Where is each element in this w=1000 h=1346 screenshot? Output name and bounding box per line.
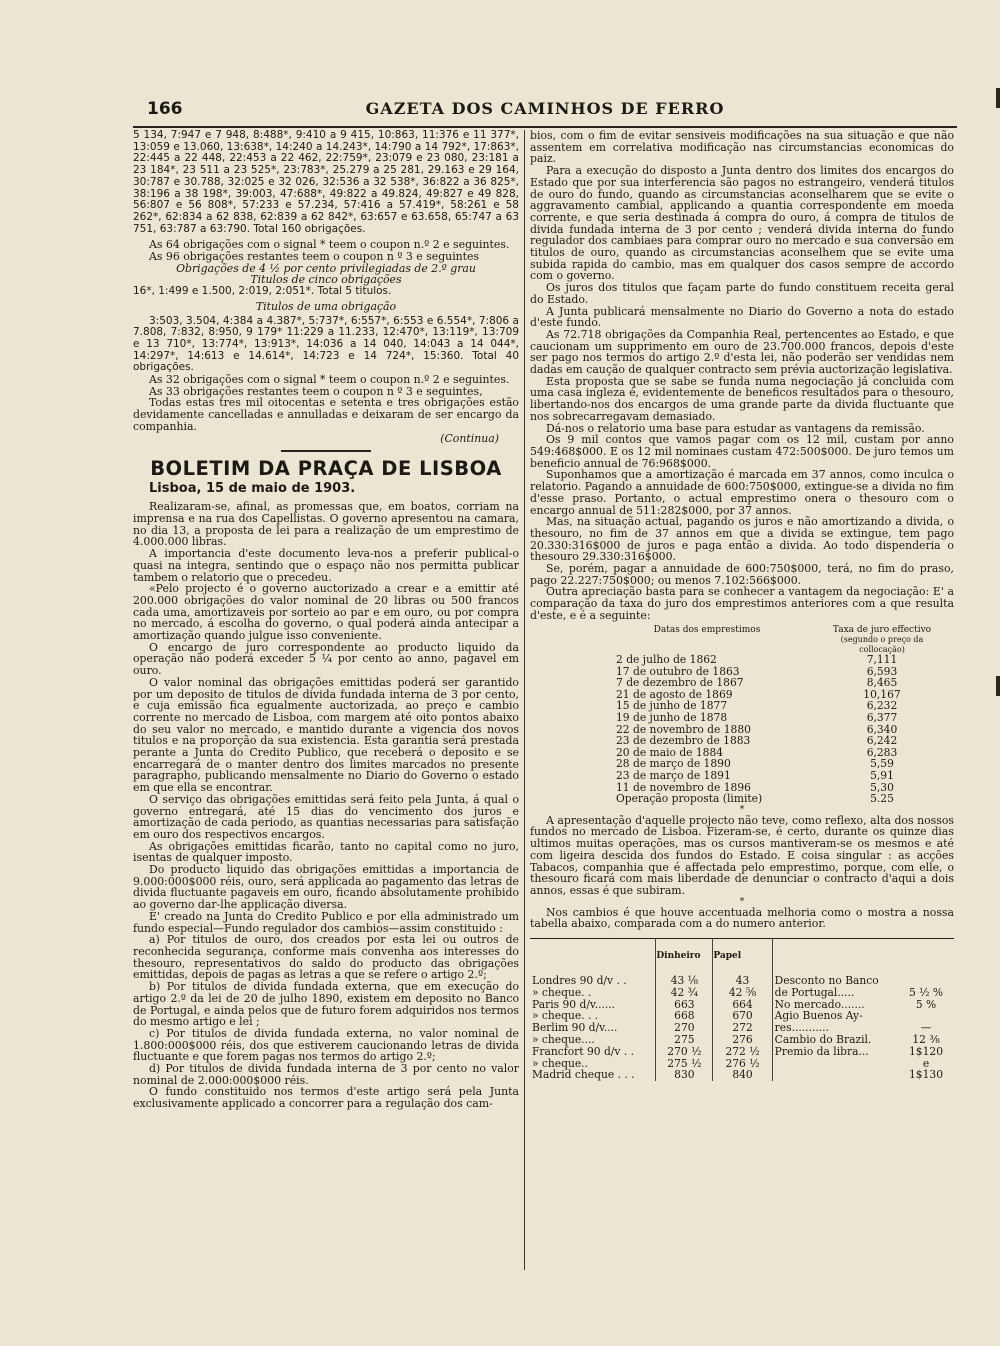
boletim-date: Lisboa, 15 de maio de 1903. [149, 481, 356, 497]
left-column [133, 130, 519, 1110]
subsection-heading: Titulos de uma obrigação [255, 299, 397, 313]
paragraph: Realizaram-se, afinal, as promessas que, em boatos, corriam na imprensa e na rua dos Capellistas. O governo apresentou na camara, no dia 13, a proposta de lei para a realização de um emprestimo de 4.000.000 libras. [133, 500, 519, 549]
other-label: No mercado....... [772, 999, 898, 1011]
rate-value: 6,232 [866, 699, 898, 713]
column-header-title: Taxa de juro effectivo [832, 624, 932, 635]
table-row [530, 1046, 954, 1058]
exchange-dinheiro: 270 ½ [656, 1046, 713, 1058]
paragraph: O fundo constituido nos termos d'este artigo será pela Junta exclusivamente applicado a concorrer para a regulação dos cam- [133, 1085, 519, 1111]
rate-value: 5,91 [870, 768, 894, 782]
asterisk-separator: * [739, 804, 745, 815]
exchange-place: Madrid cheque . . . [532, 1068, 635, 1082]
other-label: res........... [772, 1022, 898, 1034]
exchange-papel: 42 ⅝ [713, 987, 772, 999]
other-label: Agio Buenos Ay- [772, 1010, 898, 1022]
rate-date: Operação proposta (limite) [616, 792, 763, 806]
paragraph: Do producto liquido das obrigações emittidas a importancia de 9.000:000$000 réis, ouro, será applicada ao pagamento das letras de divida fluctuante pagaveis em ouro, ficando absolutamente prohibido ao governo dar-lhe applicação diversa. [133, 863, 519, 912]
table-header [530, 939, 954, 976]
exchange-papel: 43 [713, 975, 772, 987]
obligation-numbers: 16*, 1:499 e 1.500, 2:019, 2:051*. Total 5 titulos. [133, 285, 392, 298]
table-row [592, 654, 942, 666]
paragraph: A apresentação d'aquelle projecto não teve, como reflexo, alta dos nossos fundos no mercado de Lisboa. Fizeram-se, é certo, durante os quinze dias ultimos muitas operações, mas os cursos mantiveram-se os mesmos e até com ligeira descida dos fundos do Estado. E coisa singular : as acções Tabacos, companhia que é affectada pelo emprestimo, porque, com elle, o thesouro ficará com mais liberdade de denunciar o contracto d'aqui a dois annos, essas é que subiram. [530, 813, 954, 897]
exchange-papel: 276 [713, 1034, 772, 1046]
rate-date: 22 de novembro de 1880 [616, 722, 751, 736]
paragraph: Mas, na situação actual, pagando os juros e não amortizando a divida, o thesouro, no fim de 37 annos em que a divida se extingue, tem pago 20.330:316$000 de juros e paga então a divida. Ao todo dispenderia o thesouro 29.330:316$000. [530, 515, 954, 564]
paragraph: As 96 obrigações restantes teem o coupon n º 3 e seguintes [149, 250, 480, 264]
exchange-place: Berlim 90 d/v.... [532, 1021, 618, 1035]
table-row [592, 712, 942, 724]
paragraph: As 32 obrigações com o signal * teem o coupon n.º 2 e seguintes. [149, 373, 510, 387]
rate-date: 2 de julho de 1862 [616, 653, 717, 667]
column-header-other-value [898, 939, 954, 976]
rate-value: 5.25 [870, 792, 894, 806]
section-heading: Obrigações de 4 ½ por cento privilegiadas de 2.º grau [176, 261, 476, 275]
exchange-papel: 670 [713, 1010, 772, 1022]
paragraph: Os 9 mil contos que vamos pagar com os 12 mil, custam por anno 549:468$000. E os 12 mil nominaes custam 472:500$000. De juro temos um beneficio annual de 76:968$000. [530, 433, 954, 470]
table-header [592, 626, 942, 655]
paragraph: O encargo de juro correspondente ao producto liquido da operação não poderá exceder 5 ¼ por cento ao anno, pagavel em ouro. [133, 640, 519, 678]
paragraph: c) Por titulos de divida fundada externa, no valor nominal de 1.800:000$000 réis, dos que estiverem caucionando letras de divida fluctuante e que forem pagas nos termos do artigo 2.º; [133, 1026, 519, 1064]
section-rule [281, 450, 371, 452]
other-label: de Portugal..... [772, 987, 898, 999]
other-value: 5 % [915, 997, 937, 1011]
paragraph: «Pelo projecto é o governo auctorizado a crear e a emittir até 200.000 obrigações do valor nominal de 20 libras ou 500 francos cada uma, amortizaveis por sorteio ao par e em ouro, ou por compra no mercado, á escolha do governo, o qual poderá ainda antecipar a amortização quando julgue isso conveniente. [133, 582, 519, 643]
exchange-body [530, 975, 954, 1081]
other-label [772, 1069, 898, 1081]
column-divider [524, 130, 525, 1270]
rate-value: 6,340 [866, 722, 898, 736]
exchange-dinheiro: 668 [656, 1010, 713, 1022]
obligation-numbers: 3:503, 3.504, 4:384 a 4.387*, 5:737*, 6:557*, 6:553 e 6.554*, 7:806 a 7.808, 7:832, 8:950, 9 179* 11:229 a 11.233, 12:470*, 13:119*, 13:709 e 13 710*, 13:774*, 13:913*, 14:036 a 14 040, 14:043 a 14 044*, 14:297*, 14:613 e 14.614*, 14:723 e 14 724*, 15:360. Total 40 obrigações. [133, 314, 519, 374]
exchange-place: » cheque. . . [532, 1009, 599, 1023]
other-value: 1$130 [909, 1068, 943, 1082]
exchange-dinheiro: 275 [656, 1034, 713, 1046]
table-row [592, 770, 942, 782]
rate-date: 7 de dezembro de 1867 [616, 676, 744, 690]
rate-value: 6,593 [866, 664, 898, 678]
column-header-place [530, 939, 656, 976]
rate-date: 23 de dezembro de 1883 [616, 734, 751, 748]
continua-note: (Continua) [440, 431, 499, 445]
paragraph: Esta proposta que se sabe se funda numa negociação já concluida com uma casa ingleza é, evidentemente de beneficos resultados para o thesouro, libertando-nos dos encargos de uma grande parte da divida fluctuante que nos sobrecarregavam demasiado. [530, 374, 954, 423]
rate-date: 21 de agosto de 1869 [616, 687, 733, 701]
exchange-papel: 272 ½ [713, 1046, 772, 1058]
column-header-dinheiro: Dinheiro [656, 939, 713, 976]
paragraph: As obrigações emittidas ficarão, tanto no capital como no juro, isentas de qualquer imposto. [133, 839, 519, 865]
exchange-place: Francfort 90 d/v . . [532, 1044, 635, 1058]
other-label: Desconto no Banco [772, 975, 898, 987]
right-column [530, 130, 954, 1081]
paragraph: Nos cambios é que houve accentuada melhoria como o mostra a nossa tabella abaixo, comparada com a do numero anterior. [530, 905, 954, 931]
paragraph: Para a execução do disposto a Junta dentro dos limites dos encargos do Estado que por sua interferencia são pagos no estrangeiro, venderá titulos de ouro do fundo, quando as circumstancias aconselharem que se evite o aggravamento cambial, applicando a quantia correspondente em moeda corrente, e que seria destinada á compra do ouro, á compra de titulos de divida fundada interna de 3 por cento ; venderá divida interna do fundo regulador dos cambiaes para comprar ouro no mercado e sua conversão em titulos de ouro, quando as circumstancias aconselhem que se evite uma subida rapida do cambio, mas em qualquer dos casos sempre de accordo com o governo. [530, 164, 954, 283]
exchange-papel: 272 [713, 1022, 772, 1034]
margin-mark [996, 676, 1000, 696]
rates-body [592, 654, 942, 805]
other-value: e [922, 1056, 930, 1070]
table-row [592, 793, 942, 805]
exchange-place: » cheque. . [532, 985, 592, 999]
rate-value: 6,242 [866, 734, 898, 748]
exchange-dinheiro: 43 ⅛ [656, 975, 713, 987]
column-header-sub: (segundo o preço da collocação) [840, 635, 924, 654]
exchange-place: Londres 90 d/v . . [532, 974, 627, 988]
rate-date: 11 de novembro de 1896 [616, 780, 751, 794]
page-header [133, 96, 957, 128]
exchange-papel: 840 [713, 1069, 772, 1081]
exchange-papel: 276 ½ [713, 1058, 772, 1070]
other-value: 1$120 [909, 1044, 943, 1058]
paragraph: A importancia d'este documento leva-nos a preferir publical-o quasi na integra, sentindo que o espaço não nos permitta publicar tambem o relatorio que o precedeu. [133, 547, 519, 584]
table-row [530, 987, 954, 999]
exchange-dinheiro: 275 ½ [656, 1058, 713, 1070]
paragraph: O serviço das obrigações emittidas será feito pela Junta, á qual o governo entregará, até 15 dias do vencimento dos juros e amortização de cada periodo, as quantias necessarias para satisfação em ouro dos respectivos encargos. [133, 792, 519, 841]
table-row [530, 1069, 954, 1081]
rate-value: 10,167 [863, 687, 901, 701]
exchange-dinheiro: 270 [656, 1022, 713, 1034]
margin-mark [996, 88, 1000, 108]
other-label: Premio da libra... [772, 1046, 898, 1058]
rate-value: 5,59 [870, 757, 894, 771]
paragraph: Se, porém, pagar a annuidade de 600:750$000, terá, no fim do praso, pago 22.227:750$000; ou menos 7.102:566$000. [530, 562, 954, 587]
paragraph: O valor nominal das obrigações emittidas poderá ser garantido por um deposito de titulos de divida fundada interna de 3 por cento, e cuja emissão fica egualmente auctorizada, ao preço e cambio corrente no mercado de Lisboa, com margem até oito pontos abaixo do seu valor no mercado, e mantido durante a vigencia dos novos titulos e na proporção da sua existencia. Esta garantia será prestada perante a Junta do Credito Publico, que receberá o deposito e se encarregará de o manter dentro dos limites marcados no presente paragrapho, publicando mensalmente no Diario do Governo o estado em que ella se encontrar. [133, 675, 519, 795]
rate-value: 7,111 [866, 653, 898, 667]
paragraph: E' creado na Junta do Credito Publico e por ella administrado um fundo especial—Fundo regulador dos cambios—assim constituido : [133, 909, 519, 935]
rate-date: 23 de março de 1891 [616, 768, 731, 782]
paragraph: A Junta publicará mensalmente no Diario do Governo a nota do estado d'este fundo. [530, 304, 954, 330]
rate-value: 6,377 [866, 711, 898, 724]
paragraph: Outra apreciação basta para se conhecer a vantagem da negociação: E' a comparação da taxa do juro dos emprestimos anteriores com a que resulta d'este, e é a seguinte: [530, 585, 954, 622]
rate-date: 17 de outubro de 1863 [616, 664, 740, 678]
paragraph: b) Por titulos de divida fundada externa, que em execução do artigo 2.º da lei de 20 de julho 1890, existem em deposito no Banco de Portugal, e ainda pelos que de futuro forem adquiridos nos termos do mesmo artigo e lei ; [133, 980, 519, 1029]
rate-date: 15 de junho de 1877 [616, 699, 728, 713]
paragraph: Os juros dos titulos que façam parte do fundo constituem receita geral do Estado. [530, 281, 954, 306]
paragraph: bios, com o fim de evitar sensiveis modificações na sua situação e que não assentem em correlativa modificação nas circumstancias economicas do paiz. [530, 129, 954, 166]
paragraph: a) Por titulos de ouro, dos creados por esta lei ou outros de reconhecida segurança, conforme mais convenha aos interesses do thesouro, representativos do saldo do producto das obrigações emittidas, depois de pagas as letras a que se refere o artigo 2.º; [133, 933, 519, 982]
exchange-place: Paris 90 d/v...... [532, 997, 616, 1011]
other-label: Cambio do Brazil. [772, 1034, 898, 1046]
rate-date: 20 de maio de 1884 [616, 745, 724, 759]
other-label [772, 1058, 898, 1070]
paragraph: As 33 obrigações restantes teem o coupon n º 3 e seguintes, [149, 384, 483, 398]
rate-value: 5,30 [870, 780, 894, 794]
paragraph: d) Por titulos de divida fundada interna de 3 por cento no valor nominal de 2.000:000$000 réis. [133, 1062, 519, 1087]
boletim-title: BOLETIM DA PRAÇA DE LISBOA [150, 457, 502, 481]
exchange-dinheiro: 663 [656, 999, 713, 1011]
column-header [822, 626, 942, 655]
interest-rate-table [592, 626, 942, 805]
other-value: 5 ½ % [908, 985, 944, 999]
rate-value: 6,283 [866, 745, 898, 759]
subsection-heading: Titulos de cinco obrigações [250, 273, 402, 287]
column-header-papel: Papel [713, 939, 772, 976]
exchange-table [530, 938, 954, 1081]
other-value: — [920, 1021, 932, 1035]
journal-title: GAZETA DOS CAMINHOS DE FERRO [365, 99, 725, 118]
rate-date: 28 de março de 1890 [616, 757, 731, 771]
exchange-place: » cheque.. [532, 1056, 588, 1070]
paragraph: Dá-nos o relatorio uma base para estudar as vantagens da remissão. [546, 421, 925, 435]
rate-date: 19 de junho de 1878 [616, 711, 728, 724]
page-number: 166 [147, 99, 183, 119]
rate-value: 8,465 [866, 676, 898, 690]
exchange-papel: 664 [713, 999, 772, 1011]
exchange-dinheiro: 830 [656, 1069, 713, 1081]
asterisk-separator: * [739, 896, 745, 907]
paragraph: Todas estas tres mil oitocentas e setenta e tres obrigações estão devidamente cancelladas e annulladas e deixaram de ser encargo da companhia. [133, 396, 519, 433]
column-header: Datas dos emprestimos [653, 624, 761, 635]
paragraph: As 72.718 obrigações da Companhia Real, pertencentes ao Estado, e que caucionam um supprimento em ouro de 23.700.000 francos, depois d'este ser pago nos termos do artigo 2.º d'esta lei, não poderão ser vendidas nem dadas em caução de qualquer contracto sem prévia auctorização legislativa. [530, 327, 954, 377]
other-value: 12 ⅜ [912, 1033, 940, 1047]
paragraph: Suponhamos que a amortização é marcada em 37 annos, como inculca o relatorio. Pagando a annuidade de 600:750$000, extingue-se a divida no fim d'esse praso. Portanto, o actual emprestimo onera o thesouro com o encargo annual de 511:282$000, por 37 annos. [530, 468, 954, 517]
column-header-other [772, 939, 898, 976]
exchange-dinheiro: 42 ¾ [656, 987, 713, 999]
exchange-place: » cheque.... [532, 1033, 595, 1047]
obligation-numbers: 5 134, 7:947 e 7 948, 8:488*, 9:410 a 9 415, 10:863, 11:376 e 11 377*, 13:059 e 13.060, 13:638*, 14:240 a 14.243*, 14:790 a 14 792*, 17:863*, 22:445 a 22 448, 22:453 a 22 462, 22:759*, 23:079 e 23 080, 23:181 a 23 184*, 23 511 a 23 525*, 23:783*, 25.279 a 25 281, 29.163 e 29 164, 30:787 e 30.788, 32:025 e 32 026, 32:536 a 32 538*, 36:822 a 36 825*, 38:196 a 38 198*, 39:003, 47:688*, 49:822 a 49.824, 49:827 e 49 828, 56:807 e 56 808*, 57:233 e 57.234, 57:416 a 57.419*, 58:261 e 58 262*, 62:834 a 62 838, 62:839 a 62 842*, 63:657 e 63.658, 65:747 a 63 751, 63:787 a 63:790. Total 160 obrigações. [133, 129, 519, 235]
paragraph: As 64 obrigações com o signal * teem o coupon n.º 2 e seguintes. [149, 238, 510, 252]
